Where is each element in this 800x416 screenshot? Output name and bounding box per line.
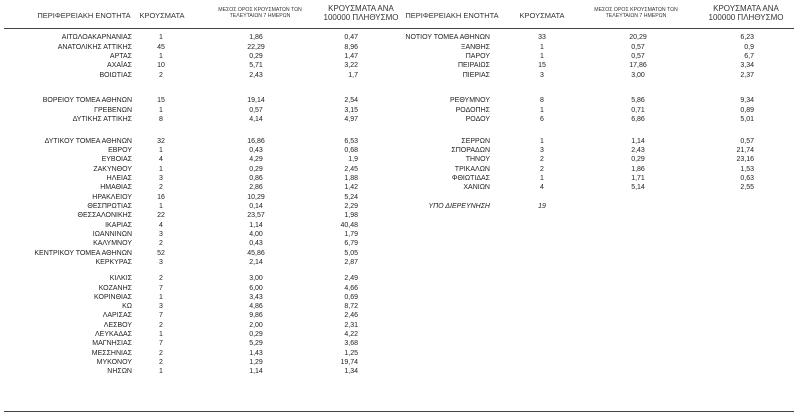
footer-divider	[4, 411, 794, 412]
region-name: ΚΑΛΥΜΝΟΥ	[93, 240, 132, 247]
avg-value: 0,29	[249, 166, 263, 173]
avg-value: 5,29	[249, 340, 263, 347]
avg-value: 1,29	[249, 359, 263, 366]
region-name: ΚΟΡΙΝΘΙΑΣ	[94, 294, 132, 301]
avg-value: 1,14	[631, 138, 645, 145]
region-name: ΗΡΑΚΛΕΙΟΥ	[92, 194, 132, 201]
avg-value: 23,57	[247, 212, 265, 219]
cases-value: 15	[157, 97, 165, 104]
cases-value: 10	[157, 62, 165, 69]
cases-value: 3	[159, 231, 163, 238]
region-name: ΛΑΡΙΣΑΣ	[102, 312, 132, 319]
rate-value: 3,68	[344, 340, 358, 347]
avg-value: 0,86	[249, 175, 263, 182]
region-name: ΘΕΣΠΡΩΤΙΑΣ	[87, 203, 132, 210]
rate-value: 1,7	[348, 72, 358, 79]
header-region-left: ΠΕΡΙΦΕΡΕΙΑΚΗ ΕΝΟΤΗΤΑ	[37, 11, 131, 20]
cases-value: 1	[159, 147, 163, 154]
rate-value: 5,01	[740, 116, 754, 123]
cases-value: 2	[540, 156, 544, 163]
cases-value: 2	[159, 275, 163, 282]
avg-value: 0,71	[631, 107, 645, 114]
region-name: ΧΑΝΙΩΝ	[463, 184, 490, 191]
cases-value: 1	[159, 331, 163, 338]
region-name: ΒΟΙΩΤΙΑΣ	[99, 72, 132, 79]
avg-value: 1,14	[249, 368, 263, 375]
cases-value: 52	[157, 250, 165, 257]
rate-value: 2,31	[344, 322, 358, 329]
rate-value: 0,47	[344, 34, 358, 41]
rate-value: 3,34	[740, 62, 754, 69]
avg-value: 22,29	[247, 44, 265, 51]
region-name: ΕΒΡΟΥ	[108, 147, 132, 154]
cases-value: 1	[159, 368, 163, 375]
cases-value: 15	[538, 62, 546, 69]
cases-value: 2	[159, 184, 163, 191]
rate-value: 1,98	[344, 212, 358, 219]
rate-value: 1,88	[344, 175, 358, 182]
cases-value: 1	[159, 53, 163, 60]
rate-value: 0,63	[740, 175, 754, 182]
cases-value: 1	[159, 34, 163, 41]
rate-value: 1,42	[344, 184, 358, 191]
avg-value: 0,29	[631, 156, 645, 163]
rate-value: 6,79	[344, 240, 358, 247]
rate-value: 2,37	[740, 72, 754, 79]
region-name: ΝΟΤΙΟΥ ΤΟΜΕΑ ΑΘΗΝΩΝ	[405, 34, 490, 41]
region-name: ΥΠΟ ΔΙΕΡΕΥΝΗΣΗ	[428, 203, 490, 210]
cases-value: 1	[540, 175, 544, 182]
cases-value: 8	[159, 116, 163, 123]
rate-value: 2,49	[344, 275, 358, 282]
cases-value: 22	[157, 212, 165, 219]
cases-value: 8	[540, 97, 544, 104]
avg-value: 4,00	[249, 231, 263, 238]
avg-value: 0,57	[249, 107, 263, 114]
cases-value: 19	[538, 203, 546, 210]
cases-value: 4	[159, 222, 163, 229]
avg-value: 17,86	[629, 62, 647, 69]
region-name: ΑΝΑΤΟΛΙΚΗΣ ΑΤΤΙΚΗΣ	[57, 44, 132, 51]
cases-value: 7	[159, 340, 163, 347]
rate-value: 19,74	[340, 359, 358, 366]
rate-value: 1,47	[344, 53, 358, 60]
region-name: ΚΟΖΑΝΗΣ	[98, 285, 132, 292]
cases-value: 1	[159, 107, 163, 114]
region-name: ΑΧΑΪΑΣ	[107, 62, 132, 69]
region-name: ΕΥΒΟΙΑΣ	[101, 156, 132, 163]
cases-value: 1	[159, 166, 163, 173]
region-name: ΠΑΡΟΥ	[465, 53, 490, 60]
cases-value: 7	[159, 312, 163, 319]
avg-value: 0,29	[249, 331, 263, 338]
rate-value: 6,7	[744, 53, 754, 60]
avg-value: 2,86	[249, 184, 263, 191]
avg-value: 2,14	[249, 259, 263, 266]
rate-value: 0,89	[740, 107, 754, 114]
rate-value: 2,29	[344, 203, 358, 210]
region-name: ΚΩ	[122, 303, 132, 310]
avg-value: 0,57	[631, 44, 645, 51]
region-name: ΜΥΚΟΝΟΥ	[96, 359, 132, 366]
region-name: ΗΜΑΘΙΑΣ	[100, 184, 132, 191]
cases-value: 3	[159, 303, 163, 310]
avg-value: 2,43	[249, 72, 263, 79]
cases-value: 1	[159, 203, 163, 210]
rate-value: 0,69	[344, 294, 358, 301]
rate-value: 1,53	[740, 166, 754, 173]
cases-value: 4	[540, 184, 544, 191]
cases-value: 6	[540, 116, 544, 123]
region-name: ΜΕΣΣΗΝΙΑΣ	[91, 350, 132, 357]
avg-value: 0,29	[249, 53, 263, 60]
avg-value: 4,29	[249, 156, 263, 163]
region-name: ΚΕΝΤΡΙΚΟΥ ΤΟΜΕΑ ΑΘΗΝΩΝ	[34, 250, 132, 257]
region-name: ΤΡΙΚΑΛΩΝ	[454, 166, 490, 173]
region-name: ΦΘΙΩΤΙΔΑΣ	[451, 175, 490, 182]
region-name: ΜΑΓΝΗΣΙΑΣ	[92, 340, 132, 347]
avg-value: 1,14	[249, 222, 263, 229]
rate-value: 2,87	[344, 259, 358, 266]
header-cases-left: ΚΡΟΥΣΜΑΤΑ	[139, 11, 185, 20]
rate-value: 4,66	[344, 285, 358, 292]
region-name: ΗΛΕΙΑΣ	[106, 175, 132, 182]
header-avg-right: ΜΕΣΟΣ ΟΡΟΣ ΚΡΟΥΣΜΑΤΩΝ ΤΩΝ ΤΕΛΕΥΤΑΙΩΝ 7 ΗΜΕΡΩΝ	[594, 7, 678, 19]
region-name: ΑΡΤΑΣ	[109, 53, 132, 60]
cases-value: 32	[157, 138, 165, 145]
avg-value: 1,43	[249, 350, 263, 357]
cases-value: 2	[159, 350, 163, 357]
rate-value: 4,22	[344, 331, 358, 338]
cases-value: 2	[540, 166, 544, 173]
rate-value: 4,97	[344, 116, 358, 123]
cases-value: 7	[159, 285, 163, 292]
avg-value: 0,14	[249, 203, 263, 210]
rate-value: 0,57	[740, 138, 754, 145]
region-name: ΔΥΤΙΚΟΥ ΤΟΜΕΑ ΑΘΗΝΩΝ	[44, 138, 132, 145]
rate-value: 1,79	[344, 231, 358, 238]
avg-value: 45,86	[247, 250, 265, 257]
cases-value: 1	[540, 107, 544, 114]
avg-value: 19,14	[247, 97, 265, 104]
region-name: ΓΡΕΒΕΝΩΝ	[94, 107, 132, 114]
avg-value: 0,43	[249, 147, 263, 154]
avg-value: 1,86	[249, 34, 263, 41]
avg-value: 4,14	[249, 116, 263, 123]
cases-value: 1	[540, 138, 544, 145]
rate-value: 3,22	[344, 62, 358, 69]
rate-value: 21,74	[736, 147, 754, 154]
cases-value: 3	[159, 259, 163, 266]
rate-value: 1,34	[344, 368, 358, 375]
region-name: ΛΕΥΚΑΔΑΣ	[94, 331, 132, 338]
region-name: ΡΕΘΥΜΝΟΥ	[449, 97, 490, 104]
header-region-right: ΠΕΡΙΦΕΡΕΙΑΚΗ ΕΝΟΤΗΤΑ	[405, 11, 499, 20]
rate-value: 6,53	[344, 138, 358, 145]
rate-value: 5,24	[344, 194, 358, 201]
cases-value: 16	[157, 194, 165, 201]
avg-value: 20,29	[629, 34, 647, 41]
region-name: ΣΠΟΡΑΔΩΝ	[451, 147, 490, 154]
region-name: ΖΑΚΥΝΘΟΥ	[93, 166, 132, 173]
cases-value: 3	[540, 147, 544, 154]
avg-value: 3,43	[249, 294, 263, 301]
header-avg-left: ΜΕΣΟΣ ΟΡΟΣ ΚΡΟΥΣΜΑΤΩΝ ΤΩΝ ΤΕΛΕΥΤΑΙΩΝ 7 ΗΜΕΡΩΝ	[218, 7, 302, 19]
avg-value: 6,00	[249, 285, 263, 292]
rate-value: 2,55	[740, 184, 754, 191]
cases-value: 3	[159, 175, 163, 182]
cases-value: 2	[159, 240, 163, 247]
rate-value: 8,72	[344, 303, 358, 310]
region-name: ΤΗΝΟΥ	[465, 156, 490, 163]
rate-value: 3,15	[344, 107, 358, 114]
rate-value: 5,05	[344, 250, 358, 257]
region-name: ΑΙΤΩΛΟΑΚΑΡΝΑΝΙΑΣ	[61, 34, 132, 41]
region-name: ΙΩΑΝΝΙΝΩΝ	[92, 231, 132, 238]
region-name: ΔΥΤΙΚΗΣ ΑΤΤΙΚΗΣ	[72, 116, 132, 123]
rate-value: 0,68	[344, 147, 358, 154]
avg-value: 4,86	[249, 303, 263, 310]
region-name: ΠΕΙΡΑΙΩΣ	[458, 62, 490, 69]
rate-value: 2,54	[344, 97, 358, 104]
avg-value: 1,86	[631, 166, 645, 173]
rate-value: 2,46	[344, 312, 358, 319]
rate-value: 1,25	[344, 350, 358, 357]
cases-value: 3	[540, 72, 544, 79]
cases-value: 45	[157, 44, 165, 51]
avg-value: 1,71	[631, 175, 645, 182]
avg-value: 2,43	[631, 147, 645, 154]
avg-value: 0,43	[249, 240, 263, 247]
region-name: ΣΕΡΡΩΝ	[461, 138, 490, 145]
avg-value: 5,71	[249, 62, 263, 69]
avg-value: 10,29	[247, 194, 265, 201]
rate-value: 9,34	[740, 97, 754, 104]
header-rate-right: ΚΡΟΥΣΜΑΤΑ ΑΝΑ 100000 ΠΛΗΘΥΣΜΟ	[708, 4, 784, 23]
region-name: ΞΑΝΘΗΣ	[460, 44, 490, 51]
rate-value: 1,9	[348, 156, 358, 163]
avg-value: 5,14	[631, 184, 645, 191]
rate-value: 40,48	[340, 222, 358, 229]
region-name: ΙΚΑΡΙΑΣ	[105, 222, 132, 229]
avg-value: 16,86	[247, 138, 265, 145]
avg-value: 2,00	[249, 322, 263, 329]
avg-value: 3,00	[249, 275, 263, 282]
region-name: ΚΕΡΚΥΡΑΣ	[95, 259, 132, 266]
region-name: ΒΟΡΕΙΟΥ ΤΟΜΕΑ ΑΘΗΝΩΝ	[42, 97, 132, 104]
avg-value: 0,57	[631, 53, 645, 60]
cases-value: 1	[540, 44, 544, 51]
cases-value: 2	[159, 359, 163, 366]
cases-value: 4	[159, 156, 163, 163]
rate-value: 2,45	[344, 166, 358, 173]
avg-value: 9,86	[249, 312, 263, 319]
cases-value: 1	[540, 53, 544, 60]
region-name: ΡΟΔΟΠΗΣ	[455, 107, 490, 114]
rate-value: 8,96	[344, 44, 358, 51]
region-name: ΝΗΣΩΝ	[107, 368, 132, 375]
region-name: ΚΙΛΚΙΣ	[109, 275, 132, 282]
cases-value: 1	[159, 294, 163, 301]
rate-value: 23,16	[736, 156, 754, 163]
header-divider	[4, 28, 794, 29]
rate-value: 6,23	[740, 34, 754, 41]
avg-value: 3,00	[631, 72, 645, 79]
header-rate-left: ΚΡΟΥΣΜΑΤΑ ΑΝΑ 100000 ΠΛΗΘΥΣΜΟ	[323, 4, 399, 23]
cases-value: 2	[159, 322, 163, 329]
cases-value: 2	[159, 72, 163, 79]
region-name: ΛΕΣΒΟΥ	[103, 322, 132, 329]
header-cases-right: ΚΡΟΥΣΜΑΤΑ	[519, 11, 565, 20]
rate-value: 0,9	[744, 44, 754, 51]
region-name: ΠΙΕΡΙΑΣ	[462, 72, 490, 79]
region-name: ΘΕΣΣΑΛΟΝΙΚΗΣ	[77, 212, 132, 219]
avg-value: 6,86	[631, 116, 645, 123]
avg-value: 5,86	[631, 97, 645, 104]
region-name: ΡΟΔΟΥ	[465, 116, 490, 123]
cases-value: 33	[538, 34, 546, 41]
